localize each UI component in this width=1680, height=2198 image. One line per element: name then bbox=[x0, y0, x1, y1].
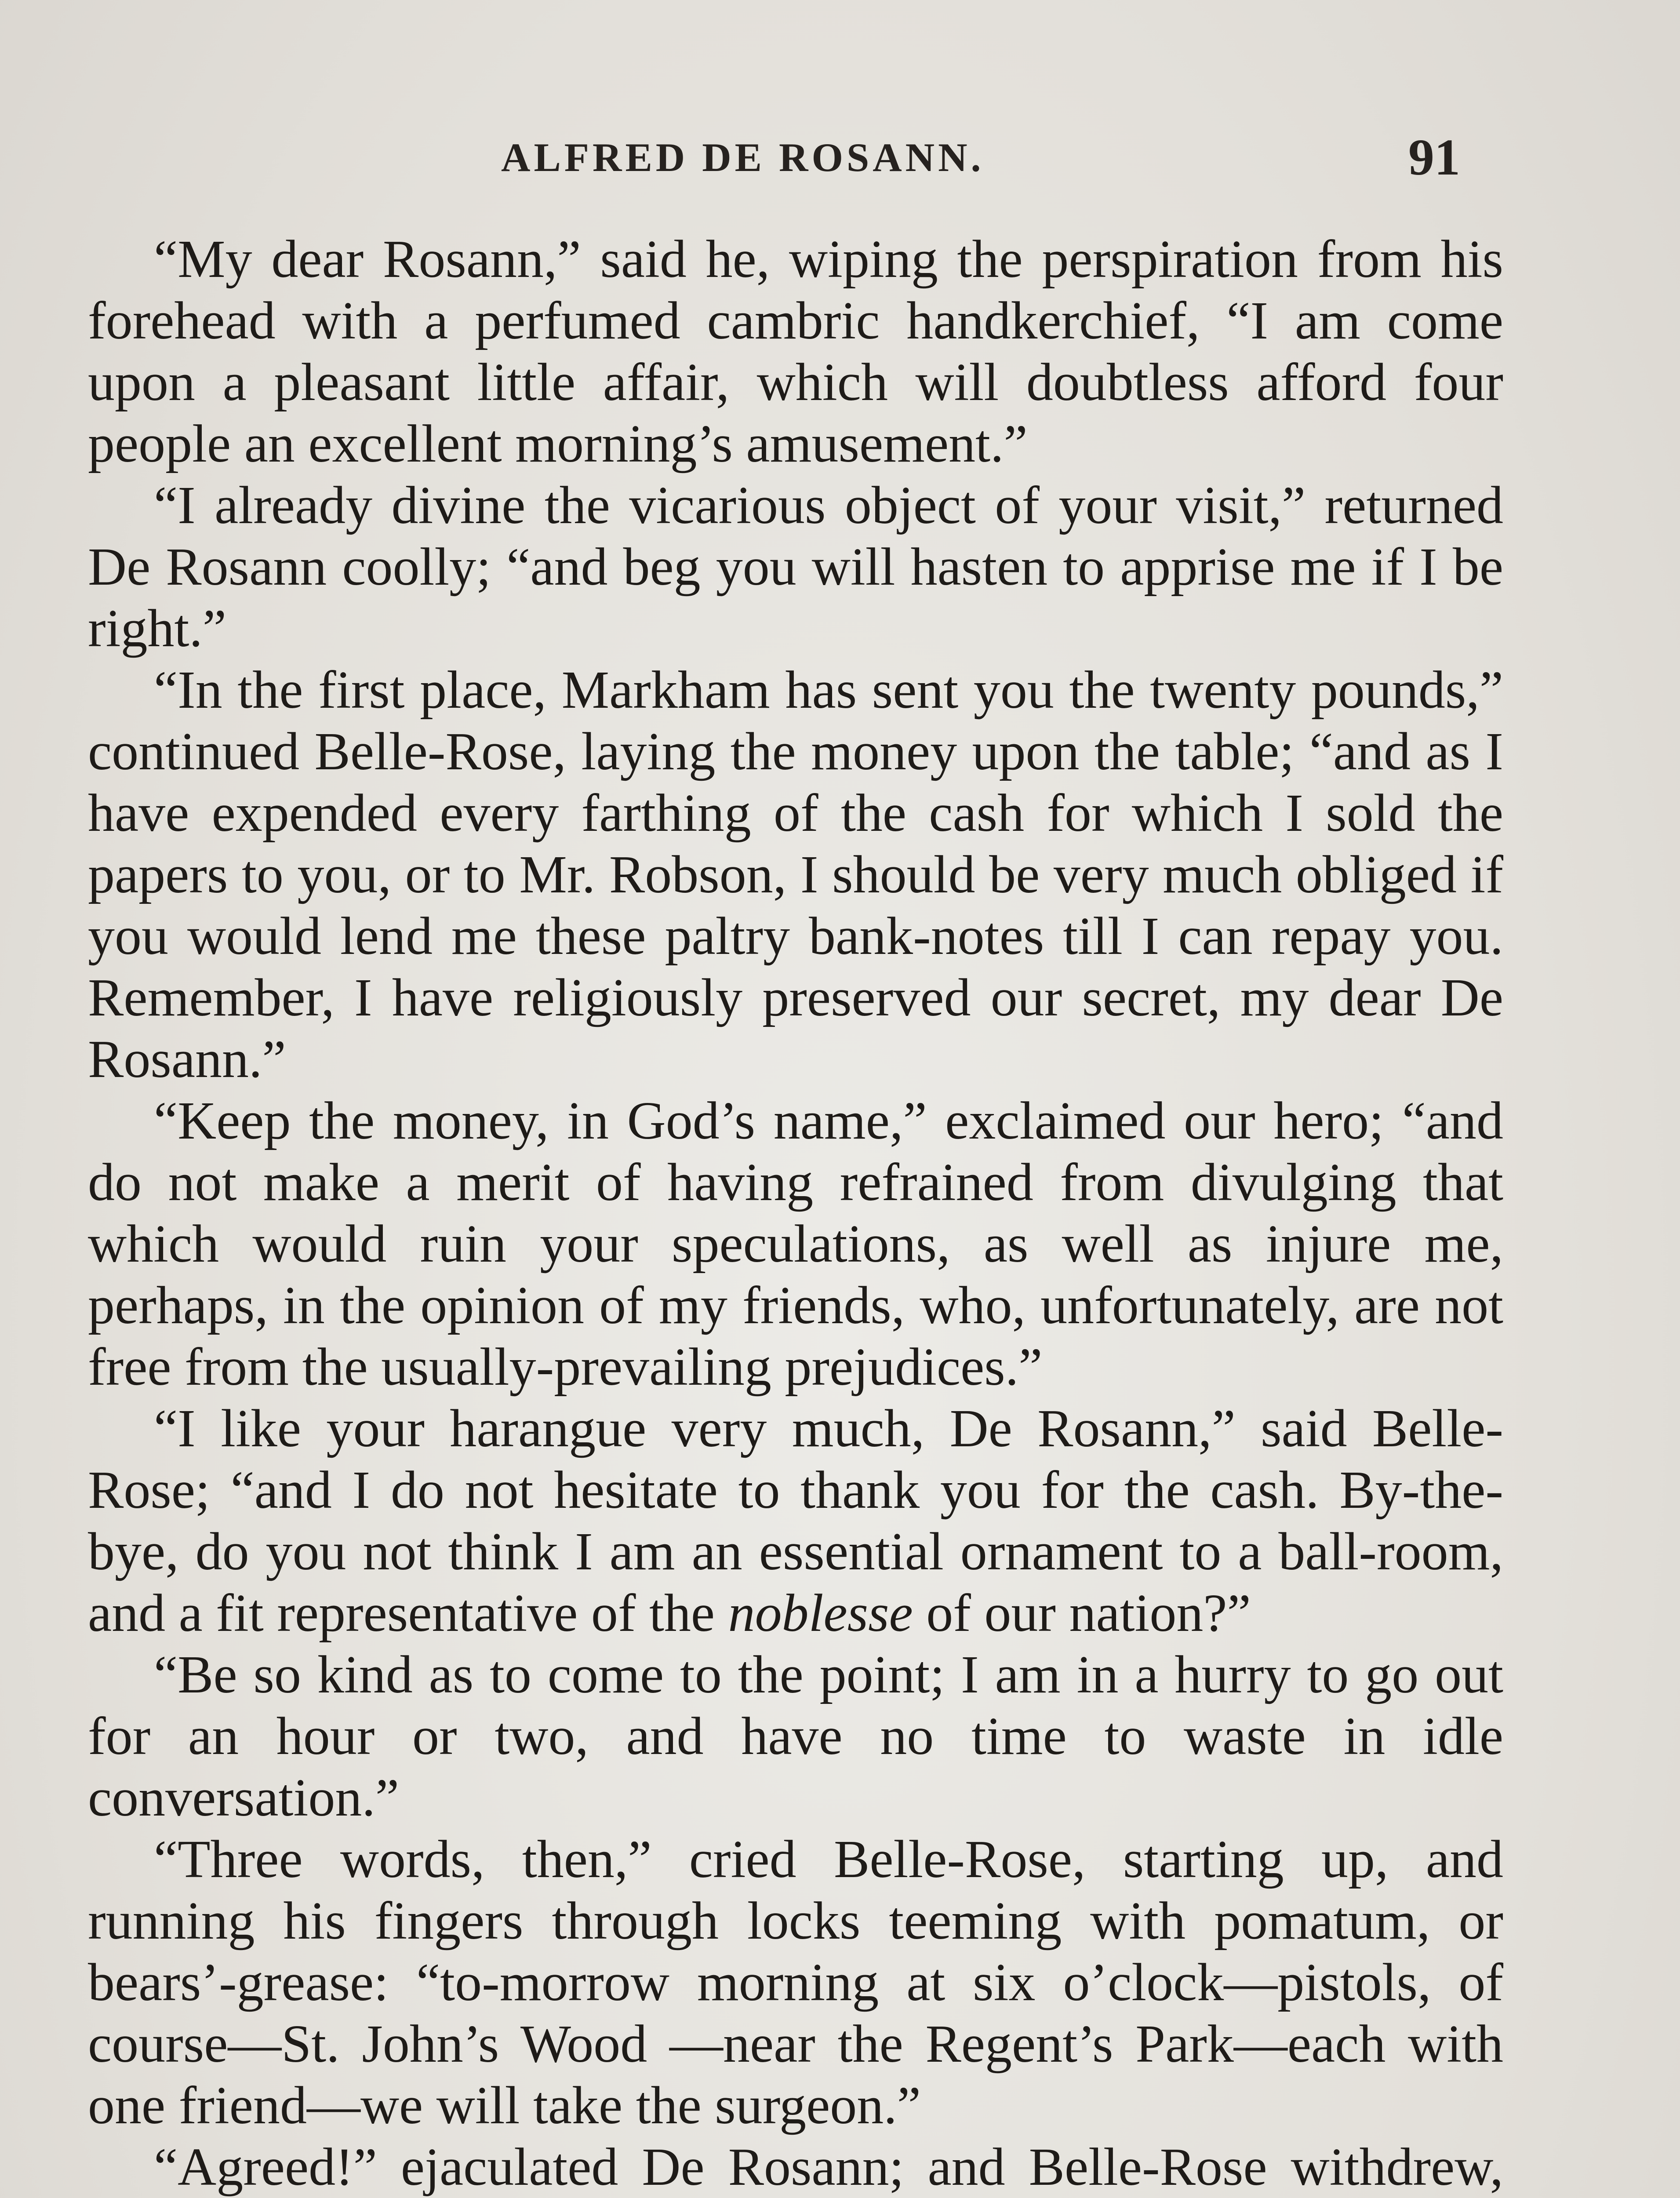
body-text bbox=[88, 229, 1503, 2198]
paragraph: “I already divine the vicarious object of your visit,” returned De Rosann coolly; “and beg you will hasten to apprise me if I be right.” bbox=[88, 476, 1503, 658]
paragraph: “In the first place, Markham has sent you the twenty pounds,” continued Belle-Rose, laying the money upon the table; “and as I have expended every farthing of the cash for which I sold the papers to you, or to Mr. Robson, I should be very much obliged if you would lend me these paltry bank-notes till I can repay you. Remember, I have religiously preserved our secret, my dear De Rosann.” bbox=[88, 660, 1503, 1089]
paragraph: “Agreed!” ejaculated De Rosann; and Belle-Rose withdrew, bbox=[154, 2137, 1503, 2197]
italic-word: noblesse bbox=[728, 1583, 913, 1643]
page-number: 91 bbox=[1408, 128, 1460, 186]
running-title: ALFRED DE ROSANN. bbox=[501, 135, 985, 180]
paragraph: “Keep the money, in God’s name,” exclaimed our hero; “and do not make a merit of having refrained from divulging that which would ruin your speculations, as well as injure me, perhaps, in the opinion of my friends, who, unfortunately, are not free from the usually-prevailing prejudices.” bbox=[88, 1091, 1503, 1397]
paragraph: “Be so kind as to come to the point; I am in a hurry to go out for an hour or two, and have no time to waste in idle conversation.” bbox=[88, 1645, 1503, 1827]
paragraph: “Three words, then,” cried Belle-Rose, starting up, and running his fingers through locks teeming with pomatum, or bears’-grease: “to-morrow morning at six o’clock—pistols, of course—St. John’s Wood —near the Regent’s Park—each with one friend—we will take the surgeon.” bbox=[88, 1830, 1503, 2135]
paragraph: “I like your harangue very much, De Rosann,” said Belle-Rose; “and I do not hesitate to thank you for the cash. By-the-bye, do you not think I am an essential ornament to a ball-room, and a fit representative of the noblesse of our nation?” bbox=[88, 1399, 1503, 1643]
paragraph: “My dear Rosann,” said he, wiping the perspiration from his forehead with a perfumed cambric handkerchief, “I am come upon a pleasant little affair, which will doubtless afford four people an excellent morning’s amusement.” bbox=[88, 229, 1503, 473]
